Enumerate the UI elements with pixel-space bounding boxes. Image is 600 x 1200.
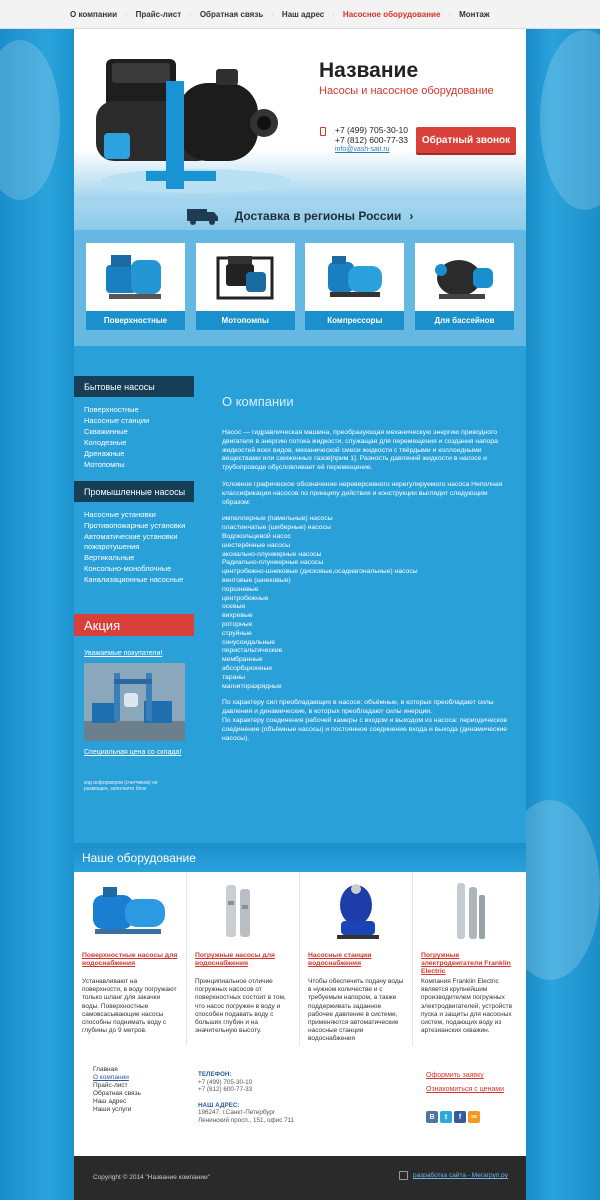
copyright-bar: [74, 1156, 526, 1200]
category-strip: [74, 230, 526, 346]
pump-station-image: [311, 881, 401, 941]
facebook-icon[interactable]: f: [454, 1111, 466, 1123]
list-item: перистальтические: [222, 647, 283, 655]
water-splash-left: [0, 40, 60, 200]
submersible-pump-image: [198, 881, 288, 941]
phone-number[interactable]: +7 (812) 600-77-33: [335, 135, 409, 145]
list-item: роторные: [222, 620, 253, 628]
address-label: НАШ АДРЕС:: [198, 1101, 240, 1109]
promo-heading: Акция: [74, 614, 194, 636]
footer-phone[interactable]: +7 (499) 705-30-10: [198, 1078, 253, 1086]
footer-nav-item[interactable]: Прайс-лист: [93, 1082, 128, 1089]
list-item: импеллерные (памельные) насосы: [222, 515, 333, 523]
odnoklassniki-icon[interactable]: ок: [468, 1111, 480, 1123]
phone-icon: [320, 127, 326, 136]
article-paragraph: По характеру соединения рабочей камеры с входом и выходом из насоса: периодическое соединение (объёмные насосы) и постоянное соединение входа и выхода (динамические насосы).: [222, 716, 508, 742]
list-item: Водокольцевой насос: [222, 532, 291, 540]
list-item: винтовые (шнековые): [222, 576, 291, 584]
list-item: мембранные: [222, 656, 263, 664]
truck-icon: [187, 207, 219, 225]
list-item: аксиально-плунжерные насосы: [222, 550, 322, 558]
main-column: [74, 29, 526, 846]
footer-nav-item[interactable]: Наши услуги: [93, 1106, 132, 1113]
equipment-image[interactable]: [308, 876, 404, 946]
list-item: осевые: [222, 603, 246, 611]
phone-number[interactable]: +7 (499) 705-30-10: [335, 125, 409, 135]
copyright-text: Copyright © 2014 "Название компании": [93, 1174, 210, 1181]
nav-item-feedback[interactable]: Обратная связь: [199, 9, 264, 19]
surface-pump-image: [101, 250, 171, 305]
footer-address-line: Ленинский просп., 151, офис 711: [198, 1116, 295, 1124]
article-title: О компании: [222, 394, 294, 409]
category-card-pool[interactable]: [415, 243, 514, 330]
site-subtitle: Насосы и насосное оборудование: [319, 85, 494, 97]
email-link[interactable]: info@vash-sait.ru: [335, 146, 390, 153]
article: [222, 394, 512, 743]
equipment-description: Чтобы обеспечить подачу воды в нужном количестве и с требуемым напором, а также поддерживать заданное рабочее давление в системе, применяются автоматические насосные станции водоснабжения: [308, 978, 404, 1043]
sidebar-item[interactable]: Противопожарные установки: [84, 521, 186, 530]
list-item: струйные: [222, 629, 252, 637]
equipment-title-link[interactable]: Поверхностные насосы для водоснабжения: [82, 952, 178, 967]
nav-item-about[interactable]: О компании: [70, 9, 117, 19]
footer-nav-item[interactable]: Обратная связь: [93, 1090, 141, 1097]
header-contacts: [320, 125, 416, 155]
equipment-title-link[interactable]: Насосные станции водоснабжения: [308, 952, 372, 967]
pump-station-photo: [84, 663, 185, 741]
footer-phone[interactable]: +7 (812) 600-77-33: [198, 1086, 253, 1093]
category-image: [305, 243, 404, 311]
category-image: [415, 243, 514, 311]
category-label: Мотопомпы: [196, 311, 295, 330]
site-title: Название: [319, 59, 419, 82]
equipment-description: Принципиальное отличие погружных насосов от поверхностных состоит в том, что насос погружен в воду и способен подавать воду с больших глубин и на значительную высоту.: [195, 978, 286, 1035]
list-item: шестерённые насосы: [222, 541, 291, 549]
nav-separator: ·: [332, 9, 335, 19]
developer-link[interactable]: [399, 1171, 508, 1180]
footer-nav-item[interactable]: О компании: [93, 1074, 129, 1081]
sidebar-item[interactable]: Насосные станции: [84, 416, 150, 425]
list-item: поршневые: [222, 585, 259, 593]
motopump-image: [210, 250, 280, 305]
order-request-link[interactable]: Оформить заявку: [426, 1072, 484, 1079]
category-image: [86, 243, 185, 311]
counter-placeholder-note: код информеров (счетчиков) не размещен, заполните блок: [84, 780, 158, 792]
social-links: [426, 1111, 480, 1123]
delivery-label: Доставка в регионы России: [234, 208, 402, 223]
sidebar-item[interactable]: Насосные установки: [84, 510, 156, 519]
developer-link-label[interactable]: разработка сайта - Мегагруп.ру: [413, 1172, 508, 1179]
sidebar-item[interactable]: Скважинные: [84, 427, 128, 436]
equipment-description: Компания Franklin Electric является крупнейшим производителем погружных электродвигателей, устройств пуска и защиты для насосных систем, подающих воду из артезианских скважин.: [421, 978, 513, 1035]
nav-item-address[interactable]: Наш адрес: [281, 9, 325, 19]
list-item: центробежно-шнековые (дисковые,осадиагональные) насосы: [222, 568, 418, 576]
pump-hero-image: [86, 41, 296, 201]
chevron-right-icon: ›: [409, 208, 414, 223]
nav-separator: ·: [125, 9, 128, 19]
sidebar-item[interactable]: Вертикальные: [84, 553, 135, 562]
sidebar-list-industrial: [74, 502, 194, 596]
electric-motor-image: [425, 881, 515, 941]
sidebar-item[interactable]: Консольно-моноблочные: [84, 564, 172, 573]
equipment-image[interactable]: [195, 876, 291, 946]
promo-image[interactable]: [84, 663, 185, 741]
nav-separator: ·: [448, 9, 452, 19]
sidebar-item[interactable]: Поверхностные: [84, 405, 139, 414]
equipment-card: [413, 872, 526, 1046]
sidebar-heading-household[interactable]: Бытовые насосы: [74, 376, 194, 397]
equipment-section: [74, 843, 526, 1046]
list-item: магниторазрядные: [222, 682, 282, 690]
sidebar-heading-industrial[interactable]: Промышленные насосы: [74, 481, 194, 502]
sidebar-item[interactable]: Колодезные: [84, 438, 127, 447]
footer: [74, 1046, 526, 1156]
equipment-heading: Наше оборудование: [74, 843, 526, 872]
nav-item-installation[interactable]: Монтаж: [459, 9, 490, 19]
list-item: абсорбционные: [222, 664, 273, 672]
pool-pump-image: [429, 250, 499, 305]
sidebar-item[interactable]: Канализационные насосные: [84, 575, 184, 584]
equipment-title-link[interactable]: Погружные насосы для водоснабжения: [195, 952, 275, 967]
list-item: вихревые: [222, 612, 253, 620]
equipment-row: [74, 872, 526, 1046]
list-item: центробежные: [222, 594, 269, 602]
footer-nav-item[interactable]: Главная: [93, 1066, 118, 1073]
equipment-card: [74, 872, 187, 1046]
category-image: [196, 243, 295, 311]
sidebar: [74, 376, 194, 792]
equipment-card: [187, 872, 300, 1046]
footer-nav-item[interactable]: Наш адрес: [93, 1098, 127, 1105]
promo-link-special-price[interactable]: Специальная цена со склада!: [84, 749, 182, 756]
vk-icon[interactable]: В: [426, 1111, 438, 1123]
nav-item-equipment[interactable]: Насосное оборудование: [342, 9, 441, 19]
category-card-compressor[interactable]: [305, 243, 404, 330]
nav-item-prices[interactable]: Прайс-лист: [135, 9, 182, 19]
surface-pump-image: [85, 881, 175, 941]
equipment-card: [300, 872, 413, 1046]
view-prices-link[interactable]: Ознакомиться с ценами: [426, 1086, 505, 1093]
nav-separator: ·: [189, 9, 192, 19]
top-navigation: [0, 0, 600, 29]
site-header: [74, 29, 526, 201]
content-area: [74, 346, 526, 846]
phone-label: ТЕЛЕФОН:: [198, 1071, 232, 1078]
delivery-banner[interactable]: [74, 201, 526, 230]
sidebar-item[interactable]: Автоматические установки пожаротушения: [84, 532, 178, 551]
equipment-title-link[interactable]: Погружные электродвигатели Franklin Electric: [421, 952, 511, 975]
footer-nav: [93, 1066, 141, 1114]
article-paragraph: По характеру сил преобладающих в насосе: объёмные, в которых преобладают силы давления и динамические, в которых преобладают силы инерции.: [222, 699, 494, 716]
category-card-motopump[interactable]: [196, 243, 295, 330]
footer-contacts: [198, 1071, 294, 1124]
list-item: пластинчатые (шиберные) насосы: [222, 524, 331, 532]
list-item: синусоидальные: [222, 638, 275, 646]
sidebar-item[interactable]: Мотопомпы: [84, 460, 125, 469]
sidebar-list-household: [74, 397, 194, 481]
promo-link-customers[interactable]: Уважаемые покупатели!: [84, 650, 163, 657]
category-label: Компрессоры: [305, 311, 404, 330]
equipment-image[interactable]: [82, 876, 178, 946]
list-item: Радиально-плунжерные насосы: [222, 559, 324, 567]
category-label: Поверхностные: [86, 311, 185, 330]
footer-address-line: 196247, г.Санкт-Петербург: [198, 1109, 276, 1116]
equipment-description: Устанавливают на поверхности, в воду погружают только шланг для закачки воды. Поверхностные самовсасывающие насосы способны поднимать воду с глубины до 9 метров.: [82, 978, 177, 1035]
pump-type-list: [222, 515, 512, 691]
water-splash-right: [540, 30, 600, 210]
equipment-image[interactable]: [421, 876, 518, 946]
category-card-surface[interactable]: [86, 243, 185, 330]
sidebar-item[interactable]: Дренажные: [84, 449, 125, 458]
article-paragraph: Условное графическое обозначение нереверсивного нерегулируемого насоса Неполная классификация насосов по принципу действия и конструкции выглядит следующим образом:: [222, 480, 503, 506]
nav-separator: ·: [271, 9, 274, 19]
article-paragraph: Насос — гидравлическая машина, преобразующая механическую энергию приводного двигателя в энергию потока жидкости, служащая для перемещения и создания напора жидкостей всех видов, механической смеси жидкости с твёрдыми и коллоидными веществами или сжиженных газов[прим 1]. Разность давлений жидкости в насосе и трубопроводе обусловливает её перемещение.: [222, 429, 498, 472]
developer-icon: [399, 1171, 408, 1180]
twitter-icon[interactable]: t: [440, 1111, 452, 1123]
list-item: тараны: [222, 673, 246, 681]
category-label: Для бассейнов: [415, 311, 514, 330]
footer-links: [426, 1072, 504, 1100]
compressor-image: [320, 250, 390, 305]
callback-button[interactable]: Обратный звонок: [416, 127, 516, 153]
